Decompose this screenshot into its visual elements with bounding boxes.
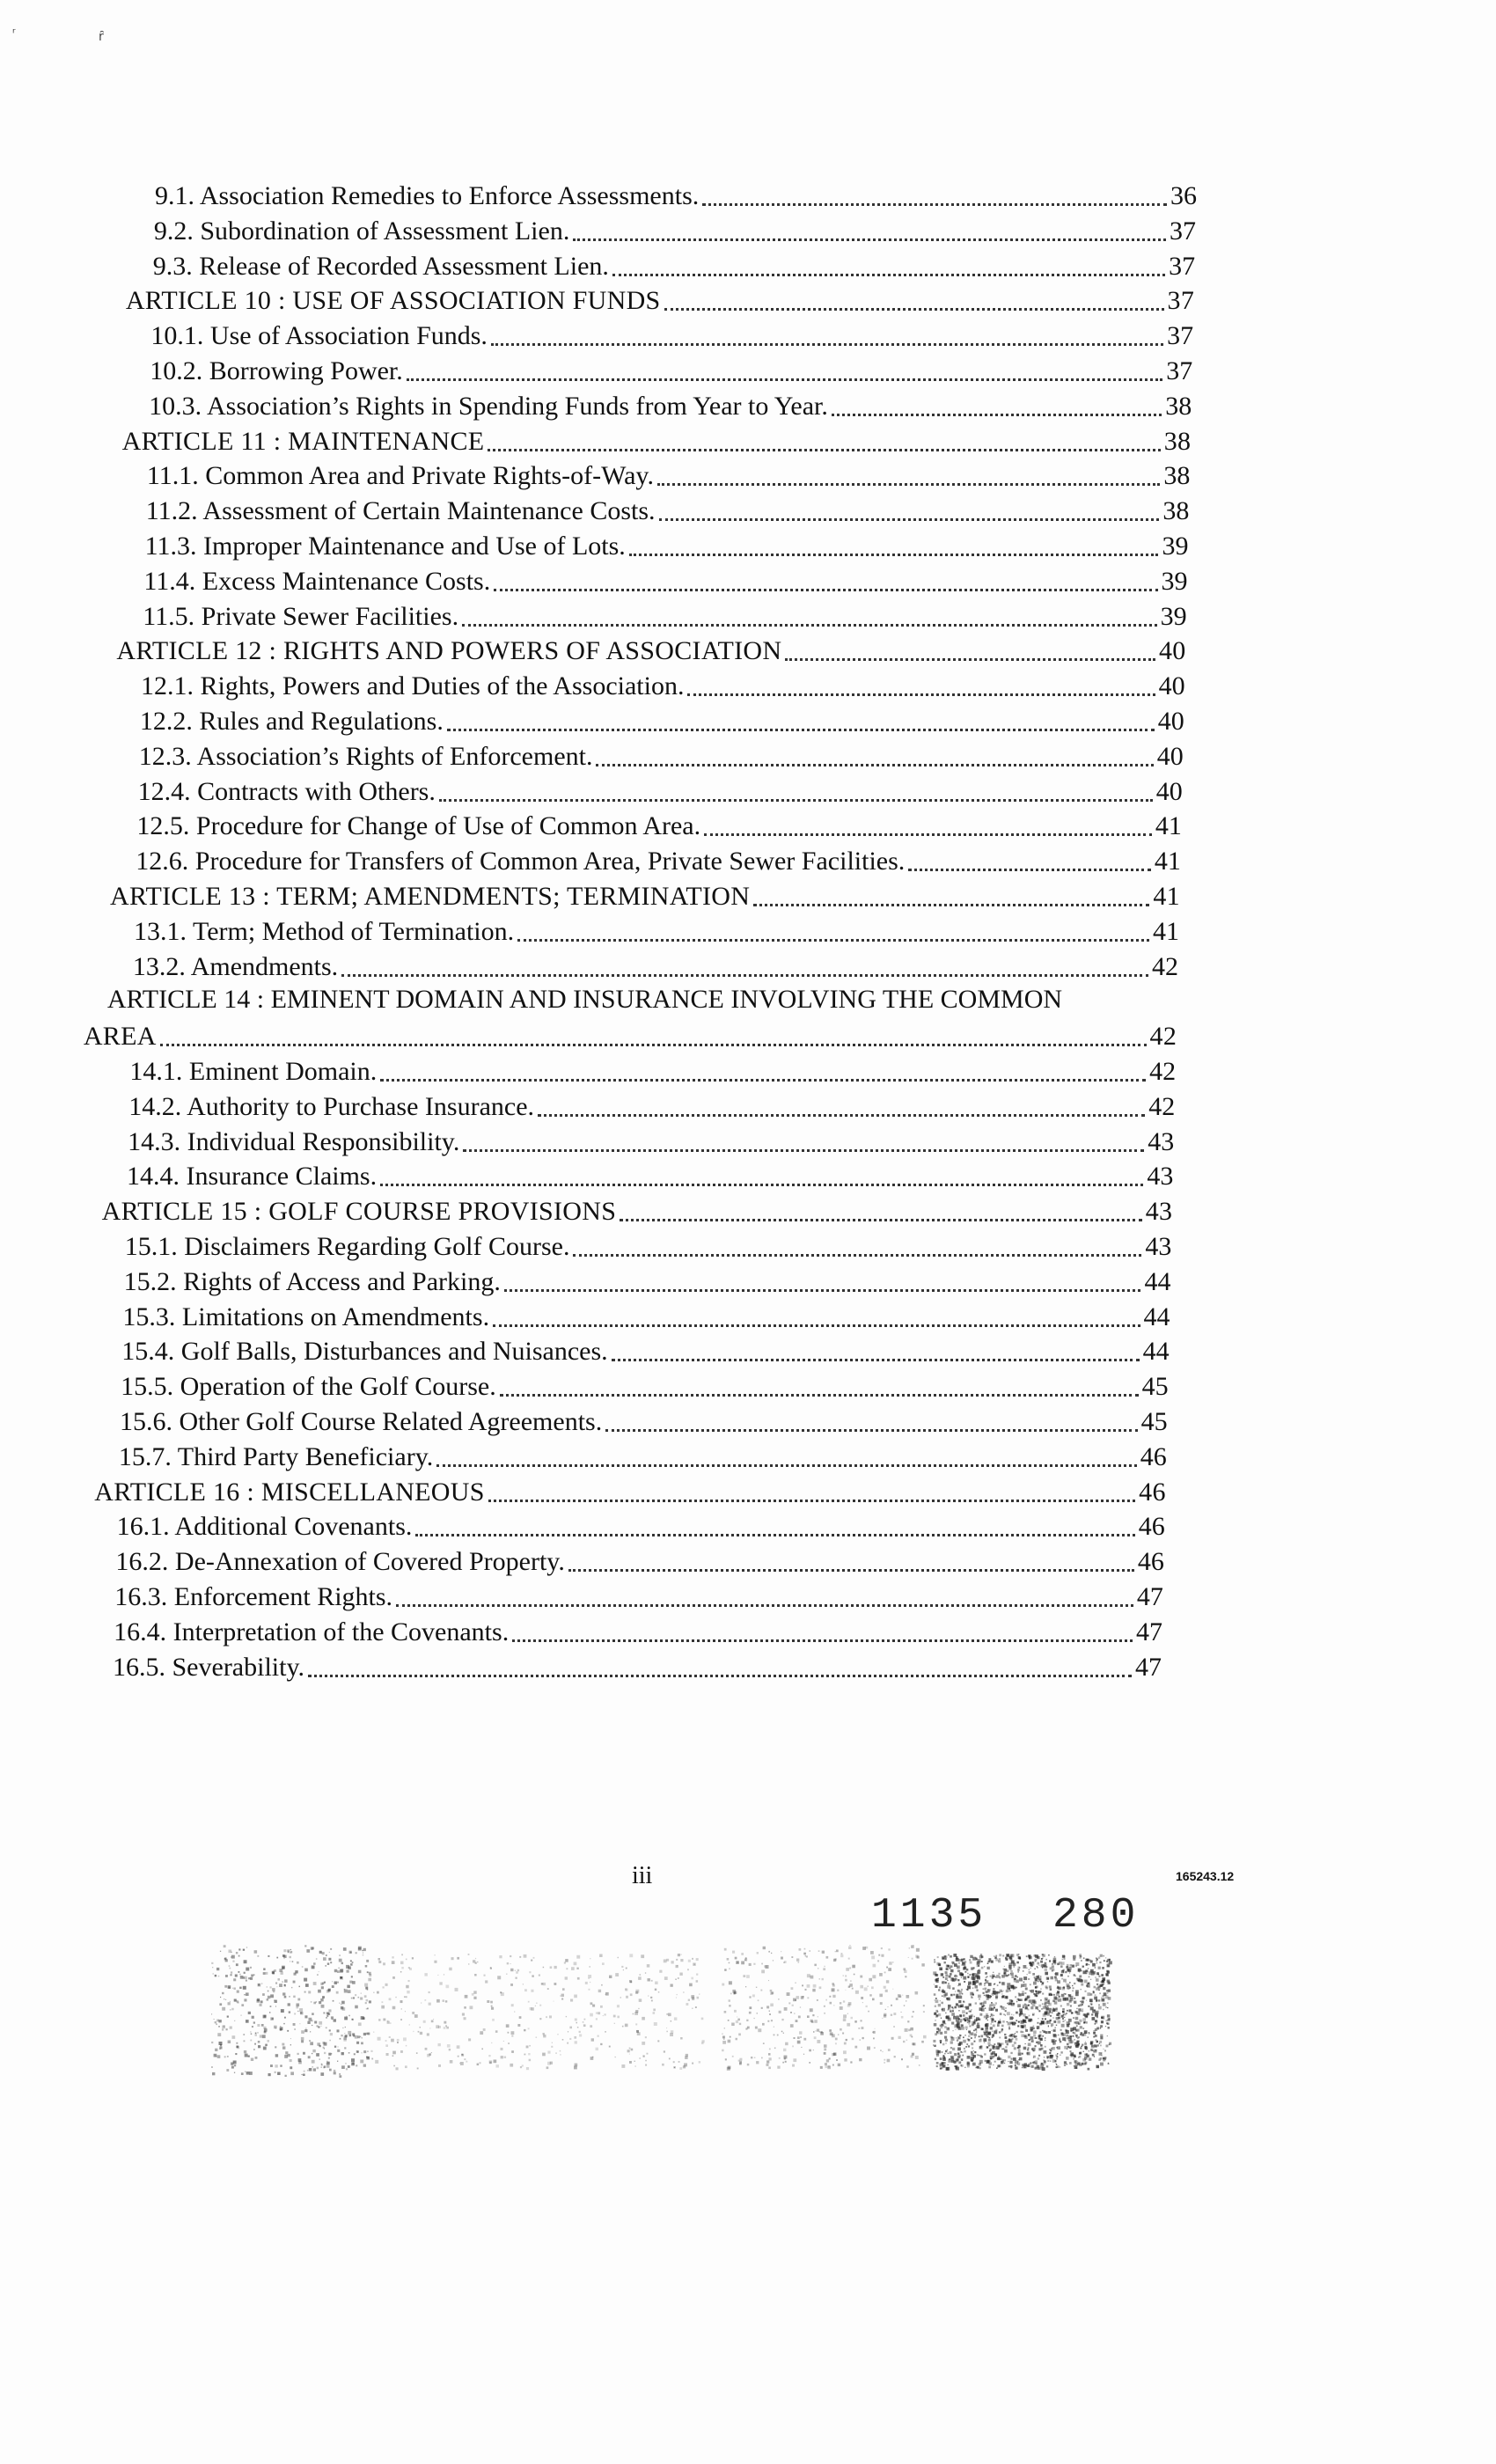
toc-entry-page: 44 [1142,1337,1170,1367]
toc-entry-page: 43 [1145,1232,1172,1261]
toc-entry-page: 45 [1140,1407,1168,1436]
dot-leader [160,1044,1147,1046]
dot-leader [396,1604,1133,1607]
toc-section-entry [124,1265,1171,1297]
dot-leader [380,1184,1143,1186]
toc-entry-page: 47 [1136,1582,1163,1611]
dot-leader [447,729,1155,731]
dot-leader [504,1289,1141,1292]
toc-section-entry [136,810,1181,841]
toc-section-entry [147,459,1191,491]
dot-leader [702,203,1167,206]
toc-entry-label: ARTICLE 13 : TERM; AMENDMENTS; TERMINATION [110,882,751,911]
toc-entry-page: 47 [1135,1652,1162,1682]
toc-entry-page: 41 [1153,882,1180,911]
dot-leader [596,764,1153,766]
toc-entry-label: 12.2. Rules and Regulations. [139,707,444,736]
toc-entry-label: 11.3. Improper Maintenance and Use of Lots. [144,532,626,561]
dot-leader [517,939,1149,942]
toc-entry-page: 46 [1140,1441,1167,1471]
toc-entry-label: 12.1. Rights, Powers and Duties of the Association. [141,671,685,701]
toc-article-heading: ARTICLE 14 : EMINENT DOMAIN AND INSURANCE INVOLVING THE COMMON [106,985,1063,1015]
toc-section-entry [117,1510,1165,1542]
toc-section-entry [128,1126,1174,1157]
toc-section-entry [122,1301,1170,1332]
toc-entry-label: 16.4. Interpretation of the Covenants. [114,1617,510,1646]
toc-entry-label: ARTICLE 10 : USE OF ASSOCIATION FUNDS [125,286,661,316]
toc-entry-label: 14.3. Individual Responsibility. [128,1126,460,1156]
dot-leader [605,1429,1137,1432]
toc-entry-page: 38 [1162,496,1190,526]
toc-entry-label: 16.1. Additional Covenants. [116,1512,413,1542]
dot-leader [462,624,1156,627]
toc-entry-page: 40 [1156,741,1184,771]
toc-entry-label: 15.1. Disclaimers Regarding Golf Course. [124,1232,570,1261]
toc-entry-label: 10.1. Use of Association Funds. [150,321,488,351]
toc-entry-page: 41 [1153,916,1179,946]
toc-entry-page: 41 [1155,811,1182,841]
toc-entry-page: 37 [1170,216,1197,246]
toc-entry-label: ARTICLE 11 : MAINTENANCE [121,426,485,456]
toc-entry-page: 45 [1141,1372,1169,1402]
toc-entry-page: 36 [1170,181,1197,210]
toc-section-entry [138,775,1183,807]
toc-entry-page: 37 [1169,251,1196,281]
dot-leader [341,974,1148,977]
toc-article-entry [122,425,1192,457]
toc-article-entry [116,634,1185,666]
toc-entry-page: 43 [1145,1197,1173,1227]
page-number: iii [632,1862,653,1889]
toc-entry-label: 11.1. Common Area and Private Rights-of-Way. [146,461,654,491]
toc-entry-page: 40 [1157,707,1184,736]
toc-entry-page: 43 [1147,1162,1174,1192]
toc-entry-page: 40 [1158,671,1185,701]
toc-section-entry [119,1441,1167,1472]
dot-leader [704,833,1152,836]
toc-entry-label: ARTICLE 16 : MISCELLANEOUS [94,1477,485,1507]
document-id: 165243.12 [1176,1869,1235,1883]
toc-entry-page: 39 [1160,601,1187,631]
toc-entry-label: 10.3. Association’s Rights in Spending Funds from Year to Year. [149,391,828,421]
toc-entry-label: 11.2. Assessment of Certain Maintenance Costs. [145,496,656,526]
toc-entry-page: 42 [1149,1057,1177,1086]
toc-entry-label: 11.4. Excess Maintenance Costs. [143,566,491,596]
toc-section-entry [114,1580,1163,1612]
toc-section-entry [115,1545,1163,1577]
toc-entry-page: 44 [1144,1266,1171,1296]
toc-entry-page: 40 [1155,776,1183,806]
toc-entry-label: 12.3. Association’s Rights of Enforcement. [138,741,593,771]
toc-section-entry [134,915,1179,947]
toc-entry-label: 14.1. Eminent Domain. [129,1057,378,1086]
toc-section-entry [146,495,1190,526]
toc-section-entry [139,740,1184,772]
recording-book-number: 1135 [871,1892,987,1940]
toc-section-entry [113,1651,1162,1683]
dot-leader [415,1534,1134,1536]
dot-leader [568,1569,1134,1572]
toc-section-entry [136,845,1181,876]
toc-entry-label: 13.1. Term; Method of Termination. [134,916,515,946]
toc-article-entry [94,1476,1166,1507]
dot-leader [657,483,1160,486]
toc-entry-label: 15.7. Third Party Beneficiary. [118,1441,434,1471]
toc-section-entry [143,600,1186,632]
dot-leader [629,554,1159,556]
toc-entry-label: 10.2. Borrowing Power. [150,356,403,385]
toc-article-entry [126,284,1194,316]
toc-entry-label: ARTICLE 15 : GOLF COURSE PROVISIONS [101,1197,617,1227]
toc-section-entry [128,1090,1175,1122]
dot-leader [488,449,1160,451]
toc-entry-page: 37 [1167,321,1194,351]
dot-leader [753,904,1149,906]
dot-leader [308,1675,1132,1677]
dot-leader [488,1500,1135,1502]
toc-entry-page: 42 [1152,951,1179,981]
dot-leader [573,1254,1141,1257]
toc-entry-label: 12.4. Contracts with Others. [137,776,436,806]
toc-entry-page: 38 [1163,426,1192,456]
dot-leader [687,693,1155,696]
toc-section-entry [141,670,1185,701]
toc-section-entry [114,1616,1162,1647]
toc-section-entry [121,1370,1168,1402]
toc-entry-page: 38 [1163,461,1191,491]
dot-leader [439,799,1153,802]
dot-leader [908,869,1151,871]
toc-entry-page: 38 [1165,391,1192,421]
dot-leader [380,1079,1146,1082]
toc-entry-label: 16.2. De-Annexation of Covered Property. [115,1547,565,1577]
toc-entry-label: 16.3. Enforcement Rights. [114,1582,393,1611]
scan-noise-band [0,1936,1496,2112]
toc-article-entry [110,880,1180,912]
toc-section-entry [125,1230,1172,1262]
toc-entry-page: 46 [1138,1512,1165,1542]
toc-entry-label: ARTICLE 12 : RIGHTS AND POWERS OF ASSOCIATION [116,636,782,666]
toc-entry-label: 9.2. Subordination of Assessment Lien. [153,216,570,246]
dot-leader [512,1639,1133,1642]
dot-leader [620,1219,1142,1221]
dot-leader [832,414,1162,416]
dot-leader [407,378,1162,381]
dot-leader [573,238,1166,241]
toc-entry-label: 15.4. Golf Balls, Disturbances and Nuisances. [121,1337,608,1367]
toc-entry-page: 47 [1135,1617,1162,1646]
toc-entry-page: 40 [1159,636,1186,666]
scan-speck: ʳ [12,26,16,40]
toc-entry-label: 15.6. Other Golf Course Related Agreements. [120,1407,603,1436]
dot-leader [659,518,1160,521]
toc-entry-label: 9.1. Association Remedies to Enforce Assessments. [155,181,700,210]
toc-section-entry [154,215,1196,246]
toc-entry-label: 12.5. Procedure for Change of Use of Common Area. [136,811,701,841]
dot-leader [612,274,1165,276]
toc-entry-label: AREA [83,1022,157,1052]
toc-section-entry [155,180,1197,211]
toc-entry-page: 39 [1162,532,1189,561]
toc-entry-page: 37 [1167,286,1195,316]
toc-entry-label: 14.2. Authority to Purchase Insurance. [128,1091,535,1121]
toc-section-entry [133,950,1178,982]
toc-entry-label: 9.3. Release of Recorded Assessment Lien. [152,251,609,281]
toc-section-entry [140,705,1184,737]
toc-entry-label: 14.4. Insurance Claims. [127,1162,378,1192]
toc-entry-label: 13.2. Amendments. [132,951,339,981]
toc-section-entry [129,1055,1176,1087]
dot-leader [538,1114,1145,1117]
dot-leader [664,308,1164,311]
toc-article-entry [84,1020,1177,1052]
toc-section-entry [150,319,1193,351]
toc-section-entry [143,565,1187,597]
toc-section-entry [127,1160,1173,1192]
toc-entry-page: 43 [1148,1126,1175,1156]
toc-section-entry [145,530,1189,561]
toc-entry-page: 42 [1149,1022,1177,1052]
dot-leader [493,1324,1140,1327]
toc-article-entry [102,1195,1173,1227]
dot-leader [494,589,1157,591]
toc-section-entry [121,1335,1169,1367]
toc-entry-page: 37 [1166,356,1193,385]
toc-entry-label: 15.5. Operation of the Golf Course. [121,1372,496,1402]
dot-leader [500,1394,1139,1397]
toc-section-entry [150,355,1192,386]
toc-entry-page: 42 [1148,1091,1176,1121]
toc-entry-label: 12.6. Procedure for Transfers of Common Area, Private Sewer Facilities. [136,847,906,876]
toc-entry-page: 46 [1137,1547,1164,1577]
toc-section-entry [120,1405,1168,1437]
toc-entry-page: 46 [1139,1477,1166,1507]
toc-entry-label: 11.5. Private Sewer Facilities. [143,601,459,631]
dot-leader [491,343,1163,346]
toc-entry-label: 16.5. Severability. [113,1652,305,1682]
toc-entry-page: 41 [1154,847,1181,876]
toc-section-entry [149,390,1192,422]
toc-entry-label: 15.2. Rights of Access and Parking. [123,1266,501,1296]
toc-entry-page: 39 [1161,566,1188,596]
scan-speck: ȓ [99,30,104,44]
dot-leader [612,1359,1140,1361]
toc-entry-page: 44 [1143,1302,1170,1331]
toc-entry-label: 15.3. Limitations on Amendments. [122,1302,490,1331]
recording-page-number: 280 [1052,1892,1140,1940]
dot-leader [463,1149,1144,1152]
toc-section-entry [153,250,1195,282]
dot-leader [785,658,1155,661]
dot-leader [436,1464,1136,1467]
